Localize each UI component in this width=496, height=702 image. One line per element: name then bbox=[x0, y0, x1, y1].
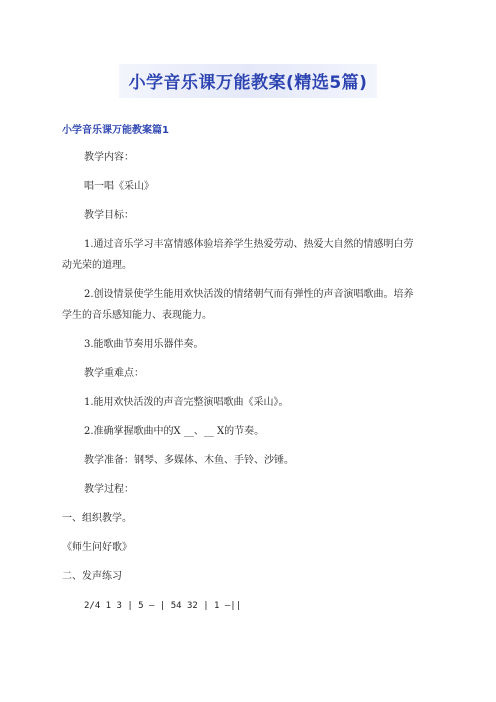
step-2: 二、发声练习 bbox=[62, 571, 122, 582]
step-1-song: 《师生问好歌》 bbox=[62, 542, 132, 553]
content-value: 唱一唱《采山》 bbox=[84, 181, 154, 192]
key-points-label: 教学重难点： bbox=[84, 368, 144, 379]
teaching-prep: 教学准备：钢琴、多媒体、木鱼、手铃、沙锤。 bbox=[84, 455, 294, 466]
page-title: 小学音乐课万能教案(精选5篇) bbox=[119, 64, 378, 98]
goals-label: 教学目标： bbox=[84, 210, 134, 221]
goal-2-line-1: 2.创设情景使学生能用欢快活泼的情绪朝气而有弹性的声音演唱歌曲。培养 bbox=[84, 289, 414, 300]
notation-line: 2/4 1 3 | 5 — | 54 32 | 1 —|| bbox=[84, 601, 242, 611]
goal-3: 3.能歌曲节奏用乐器伴奏。 bbox=[84, 339, 204, 350]
goal-1-line-1: 1.通过音乐学习丰富情感体验培养学生热爱劳动、热爱大自然的情感明白劳 bbox=[84, 239, 414, 250]
content-label: 教学内容： bbox=[84, 152, 134, 163]
key-point-1: 1.能用欢快活泼的声音完整演唱歌曲《采山》。 bbox=[84, 397, 289, 408]
section-heading: 小学音乐课万能教案篇1 bbox=[62, 125, 169, 136]
goal-1-line-2: 动光荣的道理。 bbox=[62, 260, 132, 271]
process-label: 教学过程： bbox=[84, 484, 134, 495]
step-1: 一、组织教学。 bbox=[62, 513, 132, 524]
goal-2-line-2: 学生的音乐感知能力、表现能力。 bbox=[62, 310, 212, 321]
key-point-2: 2.准确掌握歌曲中的X __、__ X的节奏。 bbox=[84, 426, 265, 437]
title-area bbox=[0, 64, 496, 98]
